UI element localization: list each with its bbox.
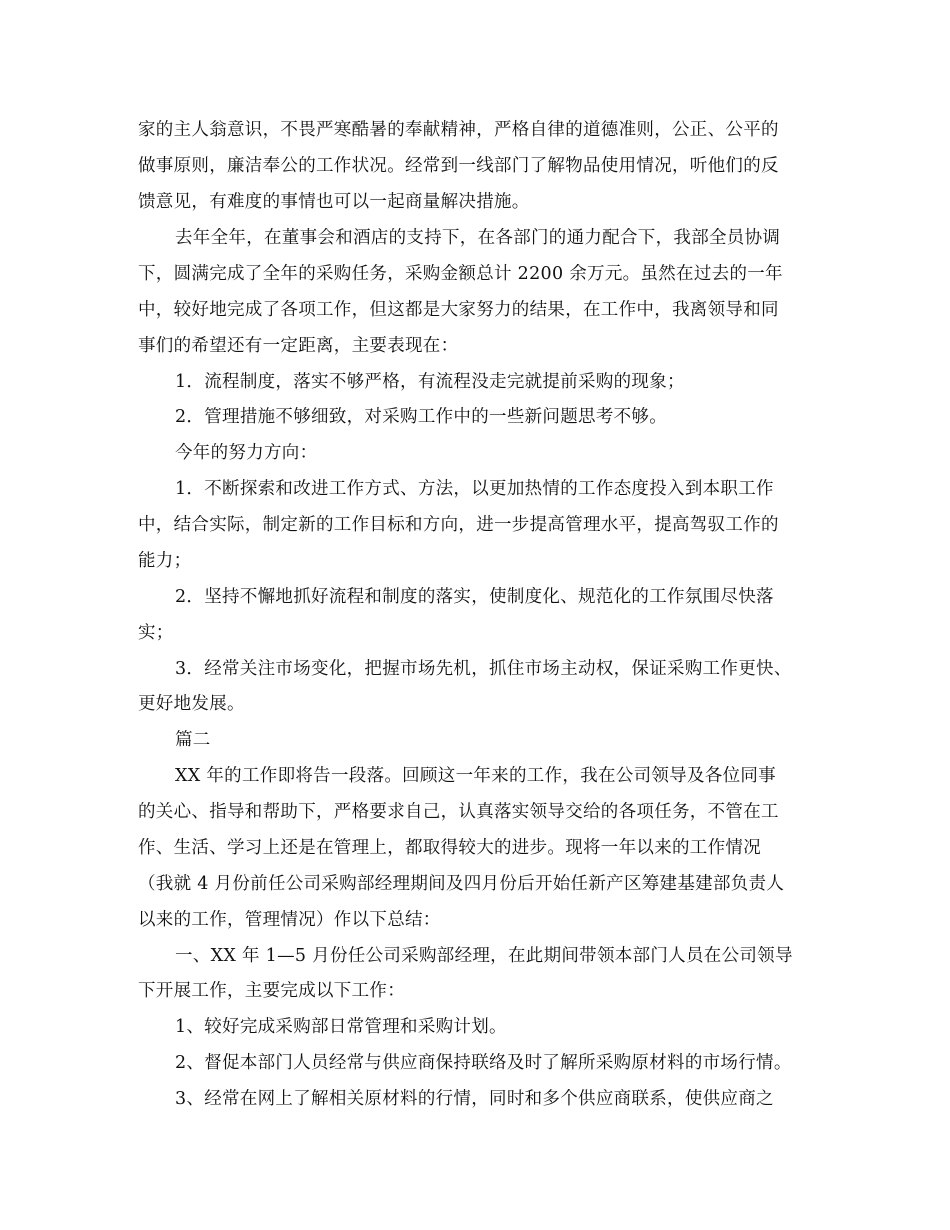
list-item: 1、较好完成采购部日常管理和采购计划。 xyxy=(175,1017,507,1037)
list-item: 2．管理措施不够细致，对采购工作中的一些新问题思考不够。 xyxy=(175,407,668,427)
text-line: 下开展工作，主要完成以下工作： xyxy=(138,981,405,1001)
text-line: 作、生活、学习上还是在管理上，都取得较大的进步。现将一年以来的工作情况 xyxy=(138,838,761,858)
text-line: 的关心、指导和帮助下，严格要求自己，认真落实领导交给的各项任务，不管在工 xyxy=(138,802,779,822)
text-line: 更好地发展。 xyxy=(138,694,245,714)
text-line: XX 年的工作即将告一段落。回顾这一年来的工作，我在公司领导及各位同事 xyxy=(175,766,776,786)
text-line: 实； xyxy=(138,623,174,643)
text-line: 做事原则，廉洁奉公的工作状况。经常到一线部门了解物品使用情况，听他们的反 xyxy=(138,156,779,176)
text-line: 中，结合实际，制定新的工作目标和方向，进一步提高管理水平，提高驾驭工作的 xyxy=(138,515,779,535)
text-line: 事们的希望还有一定距离，主要表现在： xyxy=(138,336,459,356)
list-item: 2．坚持不懈地抓好流程和制度的落实，使制度化、规范化的工作氛围尽快落 xyxy=(175,587,774,607)
list-item: 2、督促本部门人员经常与供应商保持联络及时了解所采购原材料的市场行情。 xyxy=(175,1053,792,1073)
text-line: 能力； xyxy=(138,551,192,571)
text-line: 馈意见，有难度的事情也可以一起商量解决措施。 xyxy=(138,192,530,212)
list-item: 3．经常关注市场变化，把握市场先机，抓住市场主动权，保证采购工作更快、 xyxy=(175,659,792,679)
list-item: 1．不断探索和改进工作方式、方法，以更加热情的工作态度投入到本职工作 xyxy=(175,479,774,499)
text-line: 中，较好地完成了各项工作，但这都是大家努力的结果，在工作中，我离领导和同 xyxy=(138,300,779,320)
text-line: （我就 4 月份前任公司采购部经理期间及四月份后开始任新产区筹建基建部负责人 xyxy=(138,874,785,894)
text-line: 以来的工作，管理情况）作以下总结： xyxy=(138,910,441,930)
section-heading: 篇二 xyxy=(175,730,211,750)
text-line: 一、XX 年 1—5 月份任公司采购部经理，在此期间带领本部门人员在公司领导 xyxy=(175,946,793,966)
text-line: 家的主人翁意识，不畏严寒酷暑的奉献精神，严格自律的道德准则，公正、公平的 xyxy=(138,120,779,140)
text-line: 去年全年，在董事会和酒店的支持下，在各部门的通力配合下，我部全员协调 xyxy=(175,228,781,248)
section-heading: 今年的努力方向： xyxy=(175,443,318,463)
list-item: 3、经常在网上了解相关原材料的行情，同时和多个供应商联系，使供应商之 xyxy=(175,1089,774,1109)
text-line: 下，圆满完成了全年的采购任务，采购金额总计 2200 余万元。虽然在过去的一年 xyxy=(138,264,783,284)
list-item: 1．流程制度，落实不够严格，有流程没走完就提前采购的现象； xyxy=(175,372,685,392)
